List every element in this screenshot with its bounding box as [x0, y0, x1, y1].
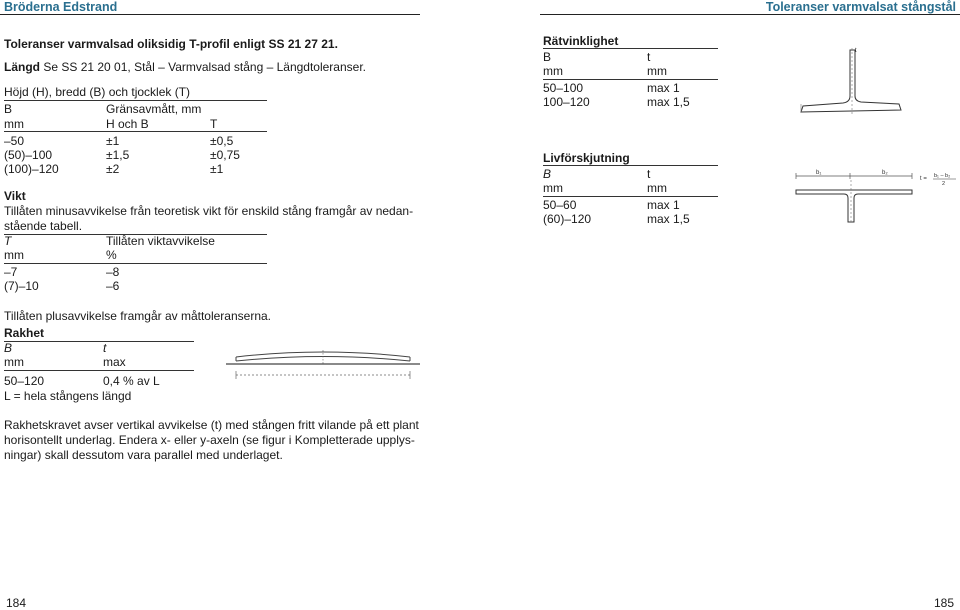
length-label: Längd [4, 60, 40, 74]
weight-row-2-v: –6 [106, 279, 120, 293]
dims-row-3-t: ±1 [210, 162, 224, 176]
straightness-col-t-unit: max [103, 355, 126, 369]
weight-note: Tillåten plusavvikelse framgår av måttoleranserna. [4, 309, 272, 323]
weight-row-2-t: (7)–10 [4, 279, 39, 293]
dims-row-3-b: (100)–120 [4, 162, 59, 176]
straightness-text-line-1: Rakhetskravet avser vertikal avvikelse (t) med stången fritt vilande på ett plant [4, 418, 419, 432]
straightness-footnote: L = hela stångens längd [4, 389, 132, 403]
dims-table-header-rule [4, 131, 267, 132]
straightness-col-b: B [4, 341, 13, 355]
weight-row-1-t: –7 [4, 265, 18, 279]
weight-text-line-2: stående tabell. [4, 219, 83, 233]
dims-row-1-b: –50 [4, 134, 25, 148]
dims-col-b: B [4, 102, 13, 116]
length-line [4, 60, 366, 74]
dims-heading: Höjd (H), bredd (B) och tjocklek (T) [4, 85, 191, 99]
straightness-row-v: 0,4 % av L [103, 374, 160, 388]
offset-row-1-b: 50–60 [543, 198, 577, 212]
offset-col-t: t [647, 167, 651, 181]
offset-figure-b1: b₁ [816, 170, 822, 176]
offset-col-b: B [543, 167, 552, 181]
straightness-row-b: 50–120 [4, 374, 45, 388]
dims-row-2-b: (50)–100 [4, 148, 53, 162]
offset-row-2-t: max 1,5 [647, 212, 690, 226]
straightness-figure [218, 345, 428, 385]
offset-row-1-t: max 1 [647, 198, 680, 212]
weight-text-line-1: Tillåten minusavvikelse från teoretisk vikt för enskild stång framgår av nedan- [4, 204, 414, 218]
weight-col-t-unit: mm [4, 248, 24, 262]
straightness-table-header-rule [4, 370, 194, 371]
offset-col-b-unit: mm [543, 181, 563, 195]
dims-row-1-hb: ±1 [106, 134, 120, 148]
page-number-right: 185 [933, 596, 954, 610]
weight-text [4, 204, 413, 234]
dims-row-2-hb: ±1,5 [106, 148, 130, 162]
dims-table-top-rule [4, 100, 267, 101]
offset-col-t-unit: mm [647, 181, 667, 195]
weight-col-percent: % [106, 248, 117, 262]
weight-heading: Vikt [4, 189, 26, 203]
squareness-figure [795, 44, 915, 119]
svg-text:t: t [855, 48, 857, 54]
dims-row-2-t: ±0,75 [210, 148, 240, 162]
offset-figure [792, 166, 960, 226]
dims-col-limits: Gränsavmått, mm [106, 102, 202, 116]
squareness-table-header-rule [543, 79, 718, 80]
offset-table-top-rule [543, 165, 718, 166]
squareness-col-b-unit: mm [543, 64, 563, 78]
squareness-row-2-t: max 1,5 [647, 95, 690, 109]
weight-row-1-v: –8 [106, 265, 120, 279]
squareness-col-t: t [647, 50, 651, 64]
page-number-left: 184 [6, 596, 27, 610]
header-right-title: Toleranser varmvalsat stångstål [765, 0, 956, 14]
straightness-text [4, 418, 419, 463]
squareness-col-t-unit: mm [647, 64, 667, 78]
straightness-text-line-2: horisontellt underlag. Endera x- eller y-axeln (se figur i Kompletterade upplys- [4, 433, 415, 447]
svg-text:2: 2 [942, 181, 946, 187]
straightness-heading: Rakhet [4, 326, 45, 340]
weight-table-header-rule [4, 263, 267, 264]
squareness-row-1-t: max 1 [647, 81, 680, 95]
header-left-title: Bröderna Edstrand [4, 0, 118, 14]
offset-table-header-rule [543, 196, 718, 197]
straightness-col-t: t [103, 341, 107, 355]
offset-row-2-b: (60)–120 [543, 212, 592, 226]
weight-col-deviation: Tillåten viktavvikelse [106, 234, 215, 248]
svg-text:b₁ – b₂: b₁ – b₂ [934, 173, 951, 179]
dims-col-t: T [210, 117, 218, 131]
svg-text:t =: t = [920, 176, 927, 182]
weight-col-t: T [4, 234, 12, 248]
offset-heading: Livförskjutning [543, 151, 630, 165]
straightness-text-line-3: ningar) skall dessutom vara parallel med underlaget. [4, 448, 283, 462]
dims-col-b-unit: mm [4, 117, 24, 131]
dims-row-3-hb: ±2 [106, 162, 120, 176]
header-rule-left [0, 14, 420, 15]
squareness-row-1-b: 50–100 [543, 81, 584, 95]
squareness-row-2-b: 100–120 [543, 95, 590, 109]
squareness-table-top-rule [543, 48, 718, 49]
dims-col-hb: H och B [106, 117, 149, 131]
straightness-table-top-rule [4, 341, 194, 342]
offset-figure-b2: b₂ [882, 170, 888, 176]
straightness-col-b-unit: mm [4, 355, 24, 369]
section-title: Toleranser varmvalsad oliksidig T-profil enligt SS 21 27 21. [4, 37, 338, 51]
dims-row-1-t: ±0,5 [210, 134, 234, 148]
squareness-heading: Rätvinklighet [543, 34, 619, 48]
header-rule-right [540, 14, 960, 15]
length-text: Se SS 21 20 01, Stål – Varmvalsad stång – Längdtoleranser. [43, 60, 366, 74]
squareness-col-b: B [543, 50, 552, 64]
